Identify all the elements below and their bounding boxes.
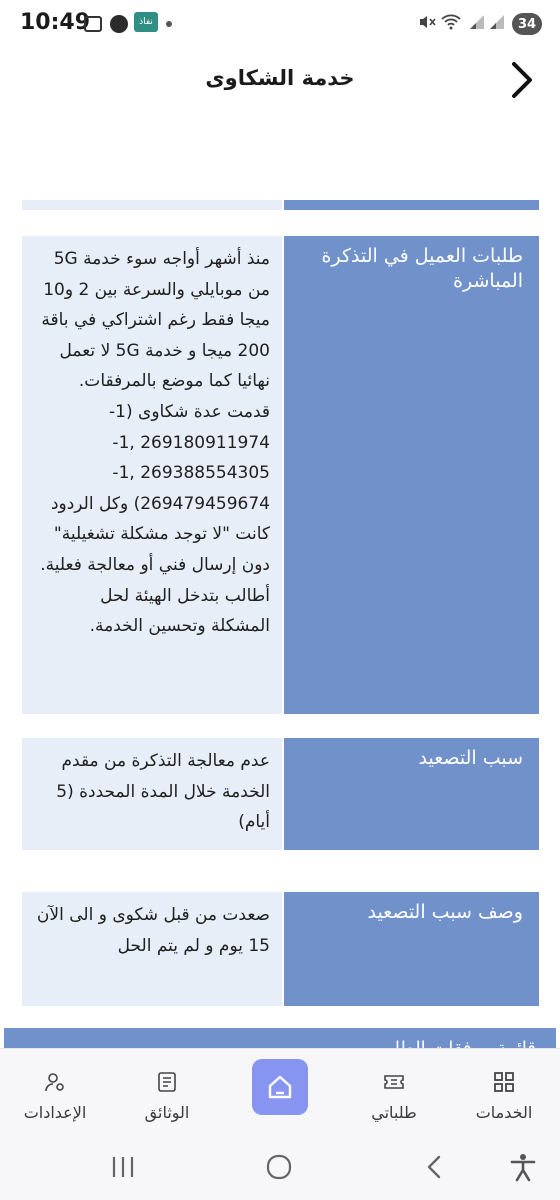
chevron-right-icon bbox=[502, 58, 542, 102]
whatsapp-icon bbox=[110, 14, 128, 34]
nav-settings[interactable] bbox=[5, 1065, 105, 1122]
system-home-button[interactable] bbox=[264, 1152, 294, 1182]
signal-icon bbox=[468, 14, 486, 30]
status-time: 10:49 bbox=[20, 10, 91, 35]
nav-services[interactable] bbox=[454, 1065, 554, 1122]
home-circle-icon bbox=[264, 1152, 294, 1182]
detail-label: سبب التصعيد bbox=[284, 738, 539, 850]
nav-my-requests[interactable] bbox=[344, 1065, 444, 1122]
nav-label: الإعدادات bbox=[23, 1103, 87, 1122]
grid-icon bbox=[493, 1071, 515, 1093]
app-header bbox=[0, 44, 560, 120]
detail-row-escalation-description bbox=[22, 892, 539, 1006]
accessibility-button[interactable] bbox=[508, 1152, 538, 1182]
nav-label: الوثائق bbox=[144, 1103, 190, 1122]
dot-icon bbox=[166, 21, 172, 27]
detail-value: صعدت من قبل شكوى و الى الآن 15 يوم و لم يتم الحل bbox=[22, 892, 282, 1006]
recents-icon bbox=[108, 1152, 138, 1182]
screenshot-icon bbox=[84, 14, 102, 34]
back-button[interactable] bbox=[502, 58, 542, 102]
mute-icon bbox=[418, 14, 436, 30]
signal-icon bbox=[488, 14, 506, 30]
nafath-icon: نفاذ bbox=[134, 12, 158, 32]
battery-icon: 34 bbox=[512, 13, 542, 35]
detail-value: عدم معالجة التذكرة من مقدم الخدمة خلال المدة المحددة (5 أيام) bbox=[22, 738, 282, 850]
status-bar bbox=[0, 0, 560, 44]
nav-label: طلباتي bbox=[371, 1103, 417, 1122]
system-back-button[interactable] bbox=[420, 1152, 450, 1182]
page-title: خدمة الشكاوى bbox=[205, 66, 355, 90]
previous-label-cell bbox=[284, 200, 539, 210]
detail-row-customer-requests bbox=[22, 236, 539, 714]
detail-label: طلبات العميل في التذكرة المباشرة bbox=[284, 236, 539, 714]
settings-user-icon bbox=[44, 1071, 66, 1093]
system-nav-bar bbox=[0, 1130, 560, 1200]
nav-documents[interactable] bbox=[117, 1065, 217, 1122]
bottom-nav bbox=[0, 1048, 560, 1130]
home-icon bbox=[252, 1059, 308, 1115]
ticket-icon bbox=[383, 1071, 405, 1093]
previous-value-cell bbox=[22, 200, 282, 210]
detail-value: منذ أشهر أواجه سوء خدمة 5G من موبايلي والسرعة بين 2 و10 ميجا فقط رغم اشتراكي في باقة 200 ميجا و خدمة 5G لا تعمل نهائيا كما موضع بالمرفقات. قدمت عدة شكاوى (1-269180911974 ,1-269388554305 ,1-269479459674) وكل الردود كانت "لا توجد مشكلة تشغيلية" دون إرسال فني أو معالجة فعلية. أطالب بتدخل الهيئة لحل المشكلة وتحسين الخدمة. bbox=[22, 236, 282, 714]
recents-button[interactable] bbox=[108, 1152, 138, 1182]
previous-detail-row bbox=[22, 200, 539, 210]
complaint-details bbox=[0, 120, 560, 1048]
nav-home-button[interactable] bbox=[252, 1059, 308, 1115]
document-icon bbox=[156, 1071, 178, 1093]
detail-row-escalation-reason bbox=[22, 738, 539, 850]
accessibility-icon bbox=[508, 1152, 538, 1182]
nav-label: الخدمات bbox=[475, 1103, 533, 1122]
wifi-icon bbox=[442, 14, 460, 30]
back-icon bbox=[420, 1152, 450, 1182]
detail-label: وصف سبب التصعيد bbox=[284, 892, 539, 1006]
